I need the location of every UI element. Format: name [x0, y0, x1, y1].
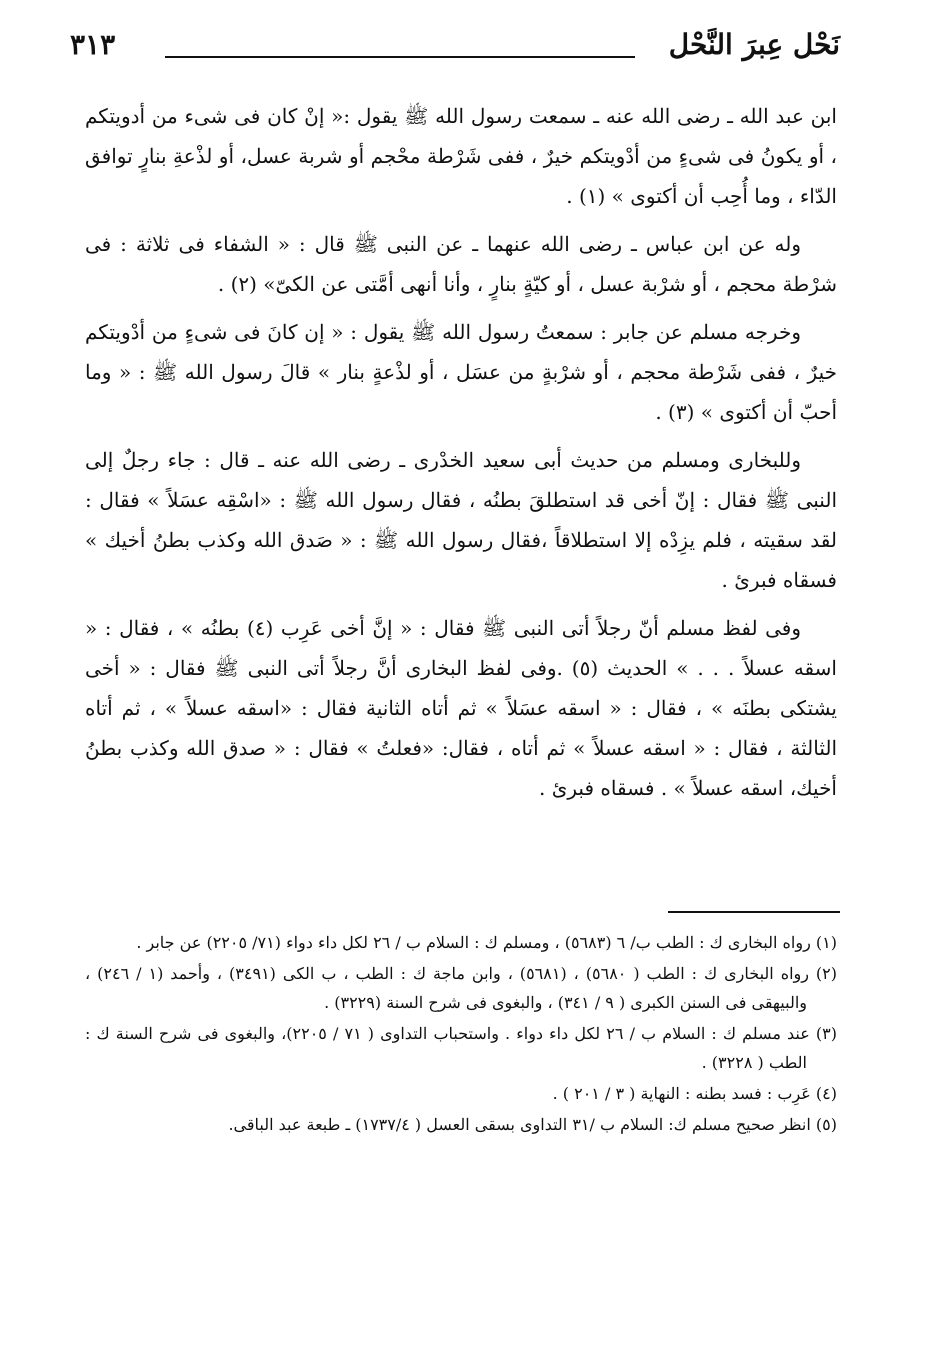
- paragraph-4: وللبخارى ومسلم من حديث أبى سعيد الخدْرى ـ رضى الله عنه ـ قال : جاء رجلٌ إلى النبى ﷺ فقال : إنّ أخى قد استطلقَ بطنُه ، فقال رسول الله ﷺ : «اسْقِه عسَلاً » فقال : لقد سقيته ، فلم يزِدْه إلا استطلاقاً ،فقال رسول الله ﷺ : « صَدق الله وكذب بطنُ أخيك » فسقاه فبرئ .: [85, 448, 837, 592]
- paragraph-1: ابن عبد الله ـ رضى الله عنه ـ سمعت رسول الله ﷺ يقول :« إنْ كان فى شىء من أدويتكم ، أو يكونُ فى شىءٍ من أدْويتكم خيرٌ ، ففى شَرْطة محْجم أو شربة عسل، أو لذْعةِ بنارٍ توافق الدّاء ، وما أُحِب أن أكتوى » (١) .: [85, 104, 837, 208]
- paragraph-2: وله عن ابن عباس ـ رضى الله عنهما ـ عن النبى ﷺ قال : « الشفاء فى ثلاثة : فى شرْطة محجم ، أو شرْبة عسل ، أو كيّةٍ بنارٍ ، وأنا أنهى أمَّتى عن الكىّ» (٢) .: [85, 232, 837, 296]
- footnote-5: (٥) انظر صحيح مسلم ك: السلام ب /٣١ التداوى بسقى العسل ( ١٧٣٧/٤) ـ طبعة عبد الباقى.: [228, 1115, 837, 1134]
- footnote-3: (٣) عند مسلم ك : السلام ب / ٢٦ لكل داء دواء . واستحباب التداوى ( ٧١ / ٢٢٠٥)، والبغوى فى شرح السنة ك : الطب ( ٣٢٢٨) .: [85, 1024, 837, 1072]
- paragraph-5: وفى لفظ مسلم أنّ رجلاً أتى النبى ﷺ فقال : « إنَّ أخى عَرِب (٤) بطنُه » ، فقال : « اسقه عسلاً . . . » الحديث (٥) .وفى لفظ البخارى أنَّ رجلاً أتى النبى ﷺ فقال : « أخى يشتكى بطنَه » ، فقال : « اسقه عسَلاً » ثم أتاه الثانية فقال : «اسقه عسلاً » ، ثم أتاه الثالثة ، فقال : « اسقه عسلاً » ثم أتاه ، فقال: «فعلتُ » فقال : « صدق الله وكذب بطنُ أخيك، اسقه عسلاً » . فسقاه فبرئ .: [85, 616, 837, 800]
- footnote-4: (٤) عَرِب : فسد بطنه : النهاية ( ٣ / ٢٠١ ) .: [552, 1084, 837, 1103]
- footnote-2: (٢) رواه البخارى ك : الطب ( ٥٦٨٠) ، (٥٦٨١) ، وابن ماجة ك : الطب ، ب الكى (٣٤٩١) ، وأحمد (١ / ٢٤٦) ، والبيهقى فى السنن الكبرى ( ٩ / ٣٤١) ، والبغوى فى شرح السنة (٣٢٢٩) .: [85, 964, 838, 1012]
- footnote-separator: [668, 911, 840, 913]
- footnotes: [85, 928, 837, 1141]
- paragraph-3: وخرجه مسلم عن جابر : سمعتُ رسول الله ﷺ يقول : « إن كانَ فى شىءٍ من أدْويتكم خيرٌ ، ففى شَرْطة محجم ، أو شرْبةٍ من عسَل ، أو لذْعةٍ بنار » قالَ رسول الله ﷺ : « وما أحبّ أن أكتوى » (٣) .: [85, 320, 837, 424]
- header-rule: [165, 56, 635, 58]
- page-header: [70, 26, 840, 76]
- page-number: ٣١٣: [70, 28, 116, 61]
- main-text: [85, 96, 837, 816]
- running-title: نَحْل عِبرَ النَّحْل: [668, 28, 840, 61]
- footnote-1: (١) رواه البخارى ك : الطب ب/ ٦ (٥٦٨٣) ، ومسلم ك : السلام ب / ٢٦ لكل داء دواء (٧١/ ٢٢٠٥) عن جابر .: [136, 933, 837, 952]
